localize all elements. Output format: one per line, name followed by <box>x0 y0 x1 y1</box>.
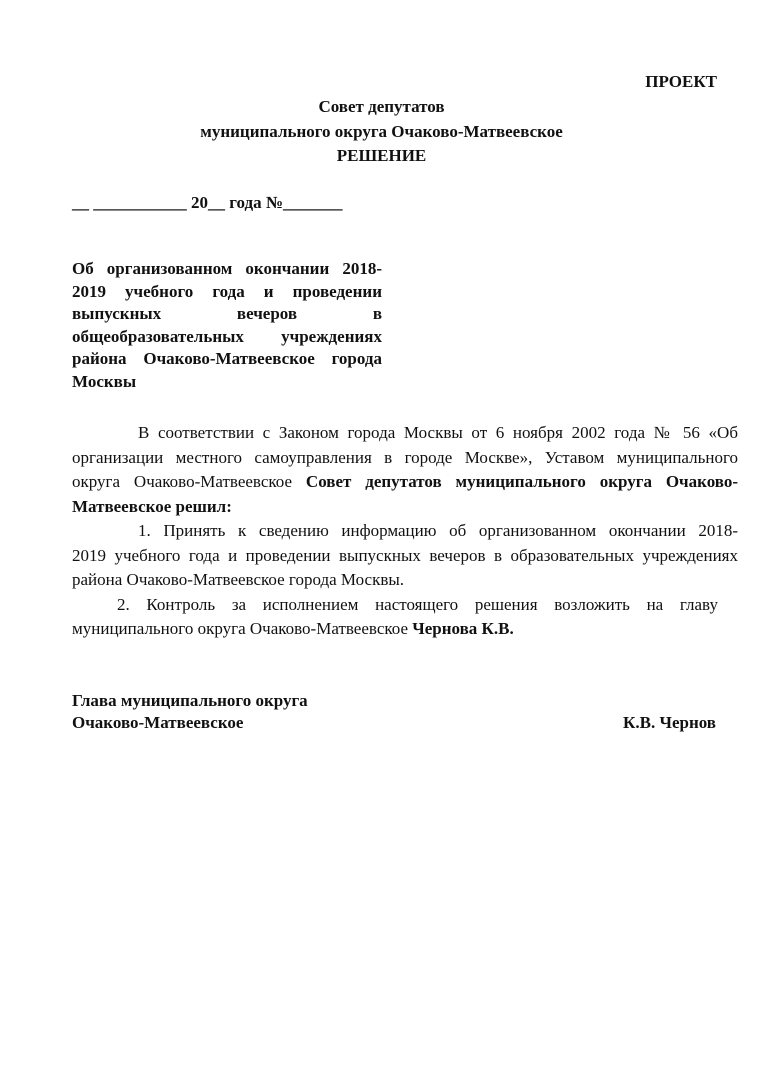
subject-line: Москвы <box>72 371 137 391</box>
item-2-line: 2. Контроль за исполнением настоящего решения возложить на главу <box>117 594 718 614</box>
district-title: муниципального округа Очаково-Матвеевское <box>200 122 563 141</box>
item-1-line: 1. Принять к сведению информацию об организованном окончании 2018- <box>138 521 738 540</box>
decision-title: РЕШЕНИЕ <box>336 146 427 165</box>
draft-stamp: ПРОЕКТ <box>645 72 717 91</box>
council-title: Совет депутатов <box>318 97 445 116</box>
subject-line: района Очаково-Матвеевское города <box>72 349 382 368</box>
preamble-line: организации местного самоуправления в городе Москве», Уставом муниципального <box>72 447 738 467</box>
responsible-person: Чернова К.В. <box>412 619 514 638</box>
preamble-bold-text: Совет депутатов муниципального округа Очаково- <box>305 472 739 491</box>
item-1-line: 2019 учебного года и проведении выпускных вечеров в образовательных учреждениях <box>72 545 738 565</box>
signatory-title: Глава муниципального округа <box>72 691 308 710</box>
decision-body <box>72 421 738 642</box>
date-number-line: __ ___________ 20__ года №_______ <box>72 193 343 212</box>
signatory-name: К.В. Чернов <box>623 713 716 732</box>
signatory-district: Очаково-Матвеевское <box>72 713 244 732</box>
item-2-line <box>72 617 738 642</box>
preamble-line: В соответствии с Законом города Москвы от 6 ноября 2002 года № 56 «Об <box>138 423 738 442</box>
item-1-line: района Очаково-Матвеевское города Москвы. <box>72 570 405 589</box>
subject-line: общеобразовательных учреждениях <box>72 326 382 346</box>
preamble-text: округа Очаково-Матвеевское <box>72 472 306 491</box>
subject-line: Об организованном окончании 2018- <box>72 259 382 278</box>
preamble-line <box>72 470 738 495</box>
item-2-text: муниципального округа Очаково-Матвеевское <box>72 619 413 638</box>
decision-subject <box>72 258 382 393</box>
subject-line: 2019 учебного года и проведении <box>72 281 382 301</box>
preamble-resolved: Матвеевское решил: <box>72 496 232 516</box>
subject-line: выпускных вечеров в <box>72 304 382 323</box>
